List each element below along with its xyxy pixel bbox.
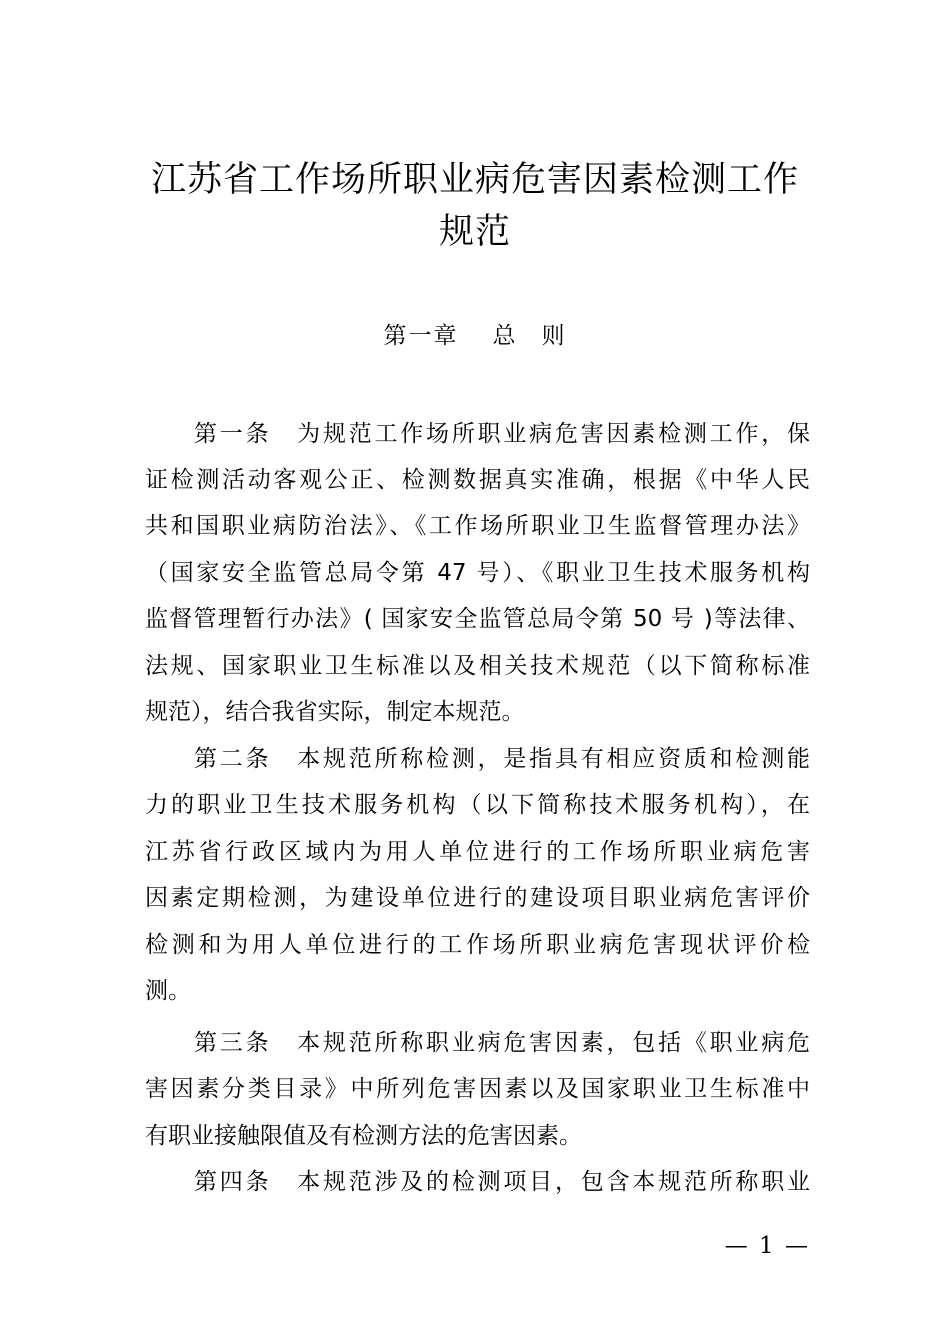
chapter-heading — [0, 318, 950, 354]
chapter-word-2: 则 — [541, 323, 567, 349]
page-number: — 1 — — [724, 1233, 810, 1259]
article-2-line: 江苏省行政区域内为用人单位进行的工作场所职业病危害 — [145, 839, 810, 865]
article-2-line: 力的职业卫生技术服务机构（以下简称技术服务机构），在 — [145, 792, 810, 818]
article-1-line: 法规、国家职业卫生标准以及相关技术规范（以下简称标准 — [145, 653, 810, 679]
article-4-line: 第四条 本规范涉及的检测项目，包含本规范所称职业 — [194, 1169, 810, 1195]
article-3-line: 第三条 本规范所称职业病危害因素，包括《职业病危 — [194, 1030, 810, 1056]
article-3-line: 害因素分类目录》中所列危害因素以及国家职业卫生标准中 — [145, 1076, 810, 1102]
article-1-line: 共和国职业病防治法》、《工作场所职业卫生监督管理办法》 — [145, 513, 810, 539]
article-2-line: 检测和为用人单位进行的工作场所职业病危害现状评价检 — [145, 932, 810, 958]
article-2-line: 因素定期检测，为建设单位进行的建设项目职业病危害评价 — [145, 885, 810, 911]
article-2-line: 测。 — [145, 978, 191, 1004]
document-title-line-2: 规范 — [438, 212, 511, 252]
article-1-line: 证检测活动客观公正、检测数据真实准确，根据《中华人民 — [145, 467, 810, 493]
article-1-line: 监督管理暂行办法》( 国家安全监管总局令第 50 号 )等法律、 — [145, 606, 810, 632]
article-1-line: 规范），结合我省实际，制定本规范。 — [145, 699, 525, 725]
article-1-line: （国家安全监管总局令第 47 号）、《职业卫生技术服务机构 — [145, 560, 810, 586]
chapter-word-1: 总 — [492, 323, 518, 349]
article-1-line: 第一条 为规范工作场所职业病危害因素检测工作，保 — [194, 421, 810, 447]
article-2-line: 第二条 本规范所称检测，是指具有相应资质和检测能 — [194, 746, 810, 772]
document-title-line-1: 江苏省工作场所职业病危害因素检测工作 — [150, 160, 799, 200]
chapter-number: 第一章 — [383, 323, 459, 349]
article-3-line: 有职业接触限值及有检测方法的危害因素。 — [145, 1123, 582, 1149]
